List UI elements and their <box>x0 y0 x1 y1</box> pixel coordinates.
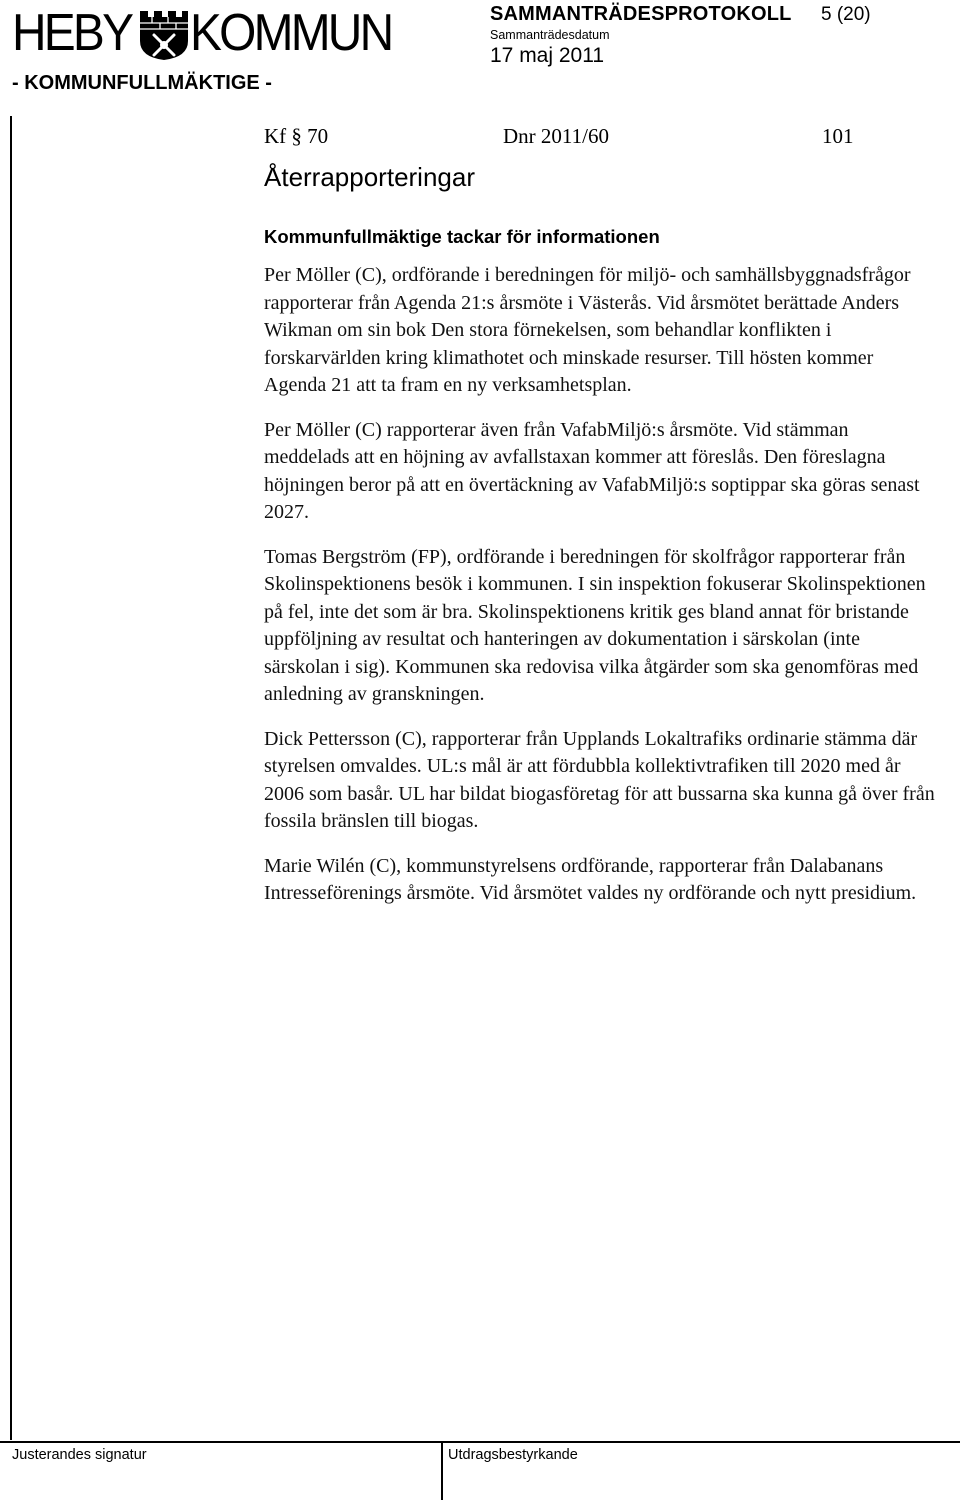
footer-rule <box>0 1441 960 1443</box>
margin-rule <box>10 116 12 1440</box>
report-paragraph: Tomas Bergström (FP), ordförande i beredningen för skolfrågor rapporterar från Skolinspektionens besök i kommunen. I sin inspektion fokuserar Skolinspektionen på fel, inte det som är bra. Skolinspektionens kritik ges bland annat för bristande uppföljning av resultat och hanteringen av dokumentation i särskolan (inte särskolan i sig). Kommunen ska redovisa vilka åtgärder som ska genomföras med anledning av granskningen. <box>264 545 926 705</box>
report-paragraph: Per Möller (C), ordförande i beredningen för miljö- och samhällsbyggnadsfrågor rapporterar från Agenda 21:s årsmöte i Västerås. Vid årsmötet berättade Anders Wikman om sin bok Den stora förnekelsen, som behandlar konflikten i forskarvärlden kring klimathotet och minskade resurser. Till hösten kommer Agenda 21 att ta fram en ny verksamhetsplan. <box>264 264 911 396</box>
report-paragraph: Marie Wilén (C), kommunstyrelsens ordförande, rapporterar från Dalabanans Intresseförenings årsmöte. Vid årsmötet valdes ny ordförande och nytt presidium. <box>264 854 917 904</box>
report-paragraphs <box>264 262 936 925</box>
signature-label: Justerandes signatur <box>12 1447 147 1463</box>
department-label: - KOMMUNFULLMÄKTIGE - <box>12 72 272 94</box>
report-paragraph: Per Möller (C) rapporterar även från VafabMiljö:s årsmöte. Vid stämman meddelads att en höjning av avfallstaxan kommer att föreslås. Den föreslagna höjningen beror på att en övertäckning av VafabMiljö:s soptippar ska göras senast 2027. <box>264 418 920 523</box>
municipal-crest-icon <box>134 5 190 61</box>
case-number: 101 <box>822 124 854 148</box>
case-heading: Återrapporteringar <box>264 162 475 192</box>
meeting-date-label: Sammanträdesdatum <box>490 28 610 42</box>
case-dnr: Dnr 2011/60 <box>503 124 609 148</box>
protocol-title: SAMMANTRÄDESPROTOKOLL <box>490 3 792 25</box>
heby-kommun-logo <box>12 2 408 64</box>
meeting-date: 17 maj 2011 <box>490 44 605 67</box>
case-paragraph-id: Kf § 70 <box>264 124 329 148</box>
decision-text: Kommunfullmäktige tackar för informationen <box>264 226 660 247</box>
footer-divider <box>441 1441 443 1500</box>
certification-label: Utdragsbestyrkande <box>448 1447 578 1463</box>
logo-word-kommun: KOMMUN <box>189 4 391 62</box>
logo-word-heby: HEBY <box>12 4 132 62</box>
page-number: 5 (20) <box>821 4 871 25</box>
report-paragraph: Dick Pettersson (C), rapporterar från Upplands Lokaltrafiks ordinarie stämma där styrelsen omvaldes. UL:s mål är att fördubbla kollektivtrafiken till 2020 med år 2006 som basår. UL har bildat biogasföretag för att bussarna ska kunna gå över från fossila bränslen till biogas. <box>264 727 935 832</box>
